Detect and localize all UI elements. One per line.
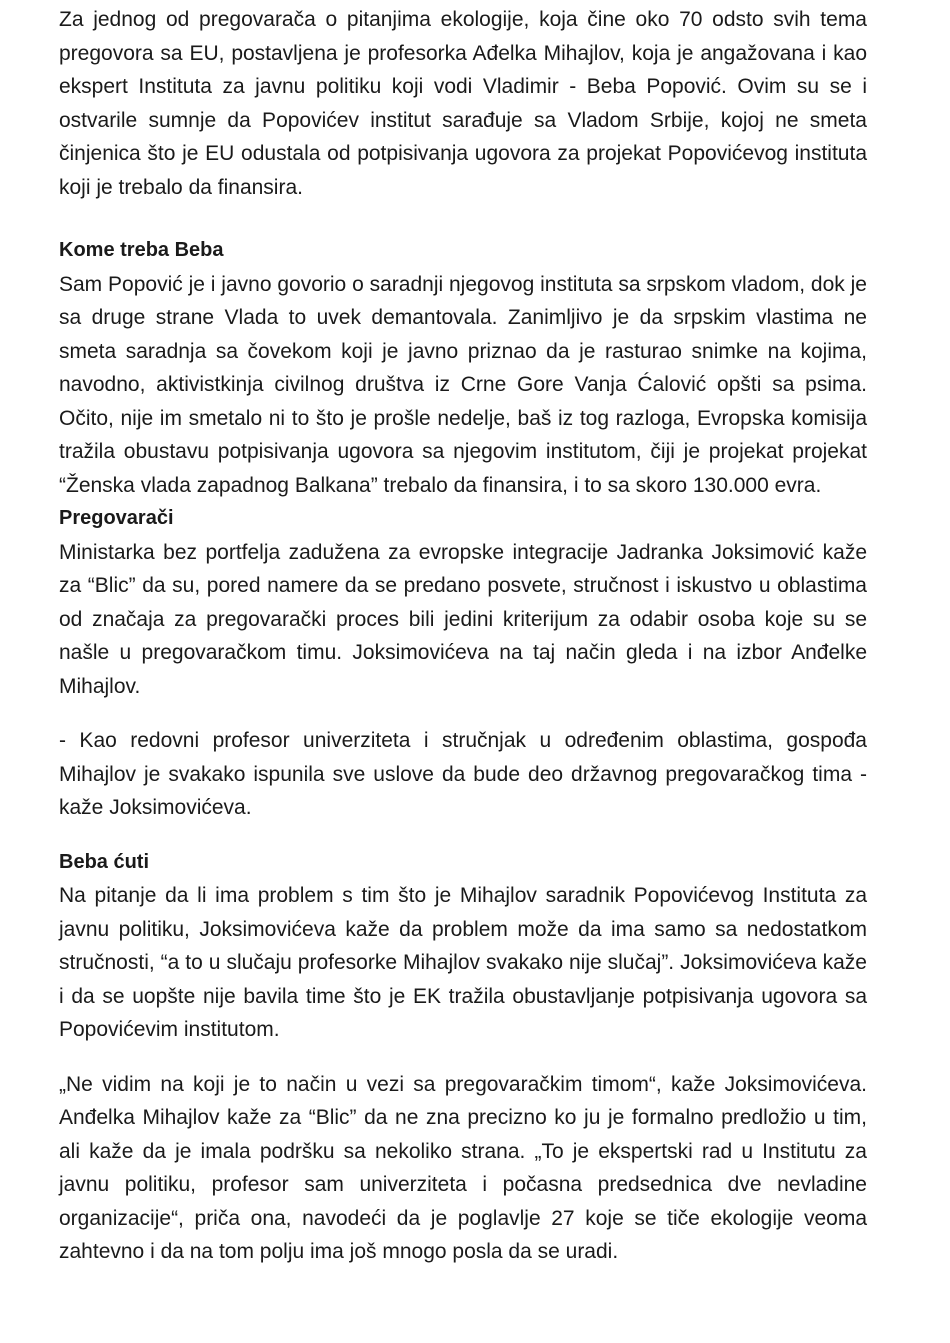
- intro-paragraph: Za jednog od pregovarača o pitanjima ekologije, koja čine oko 70 odsto svih tema pregovora sa EU, postavljena je profesorka Ađelka Mihajlov, koja je angažovana i kao ekspert Instituta za javnu politiku koji vodi Vladimir - Beba Popović. Ovim su se i ostvarile sumnje da Popovićev institut sarađuje sa Vladom Srbije, kojoj ne smeta činjenica što je EU odustala od potpisivanja ugovora za projekat Popovićevog instituta koji je trebalo da finansira.: [59, 8, 867, 199]
- section2-paragraph-2: - Kao redovni profesor univerziteta i stručnjak u određenim oblastima, gospođa Mihajlov je svakako ispunila sve uslove da bude deo državnog pregovaračkog tima - kaže Joksimovićeva.: [59, 729, 867, 819]
- section3-paragraph-2: „Ne vidim na koji je to način u vezi sa pregovaračkim timom“, kaže Joksimovićeva. Anđelka Mihajlov kaže za “Blic” da ne zna precizno ko ju je formalno predložio u tim, ali kaže da je imala podršku sa nekoliko strana. „To je ekspertski rad u Institutu za javnu politiku, profesor sam univerziteta i počasna predsednica dve nevladine organizacije“, priča ona, navodeći da je poglavlje 27 koje se tiče ekologije veoma zahtevno i da na tom polju ima još mnogo posla da se uradi.: [59, 1072, 867, 1263]
- section-heading-kome-treba-beba: Kome treba Beba: [59, 239, 224, 261]
- section1-paragraph: Sam Popović je i javno govorio o saradnji njegovog instituta sa srpskom vladom, dok je sa druge strane Vlada to uvek demantovala. Zanimljivo je da srpskim vlastima ne smeta saradnja sa čovekom koji je javno priznao da je rasturao snimke na kojima, navodno, aktivistkinja civilnog društva iz Crne Gore Vanja Ćalović opšti sa psima. Očito, nije im smetalo ni to što je prošle nedelje, baš iz tog razloga, Evropska komisija tražila obustavu potpisivanja ugovora sa njegovim institutom, čiji je projekat projekat “Ženska vlada zapadnog Balkana” trebalo da finansira, i to sa skoro 130.000 evra.: [59, 272, 867, 497]
- section-heading-pregovaraci: Pregovarači: [59, 507, 174, 529]
- document-page: [59, 0, 867, 1269]
- section-heading-beba-cuti: Beba ćuti: [59, 850, 150, 873]
- section3-paragraph-1: Na pitanje da li ima problem s tim što je Mihajlov saradnik Popovićevog Instituta za javnu politiku, Joksimovićeva kaže da problem može da ima samo sa nedostatkom stručnosti, “a to u slučaju profesorke Mihajlov svakako nije slučaj”. Joksimovićeva kaže i da se uopšte nije bavila time što je EK tražila obustavljanje potpisivanja ugovora sa Popovićevim institutom.: [59, 884, 867, 1041]
- section2-paragraph-1: Ministarka bez portfelja zadužena za evropske integracije Jadranka Joksimović kaže za “Blic” da su, pored namere da se predano posvete, stručnost i iskustvo u oblastima od značaja za pregovarački proces bili jedini kriterijum za odabir osoba koje su se našle u pregovaračkom timu. Joksimovićeva na taj način gleda i na izbor Anđelke Mihajlov.: [59, 540, 867, 698]
